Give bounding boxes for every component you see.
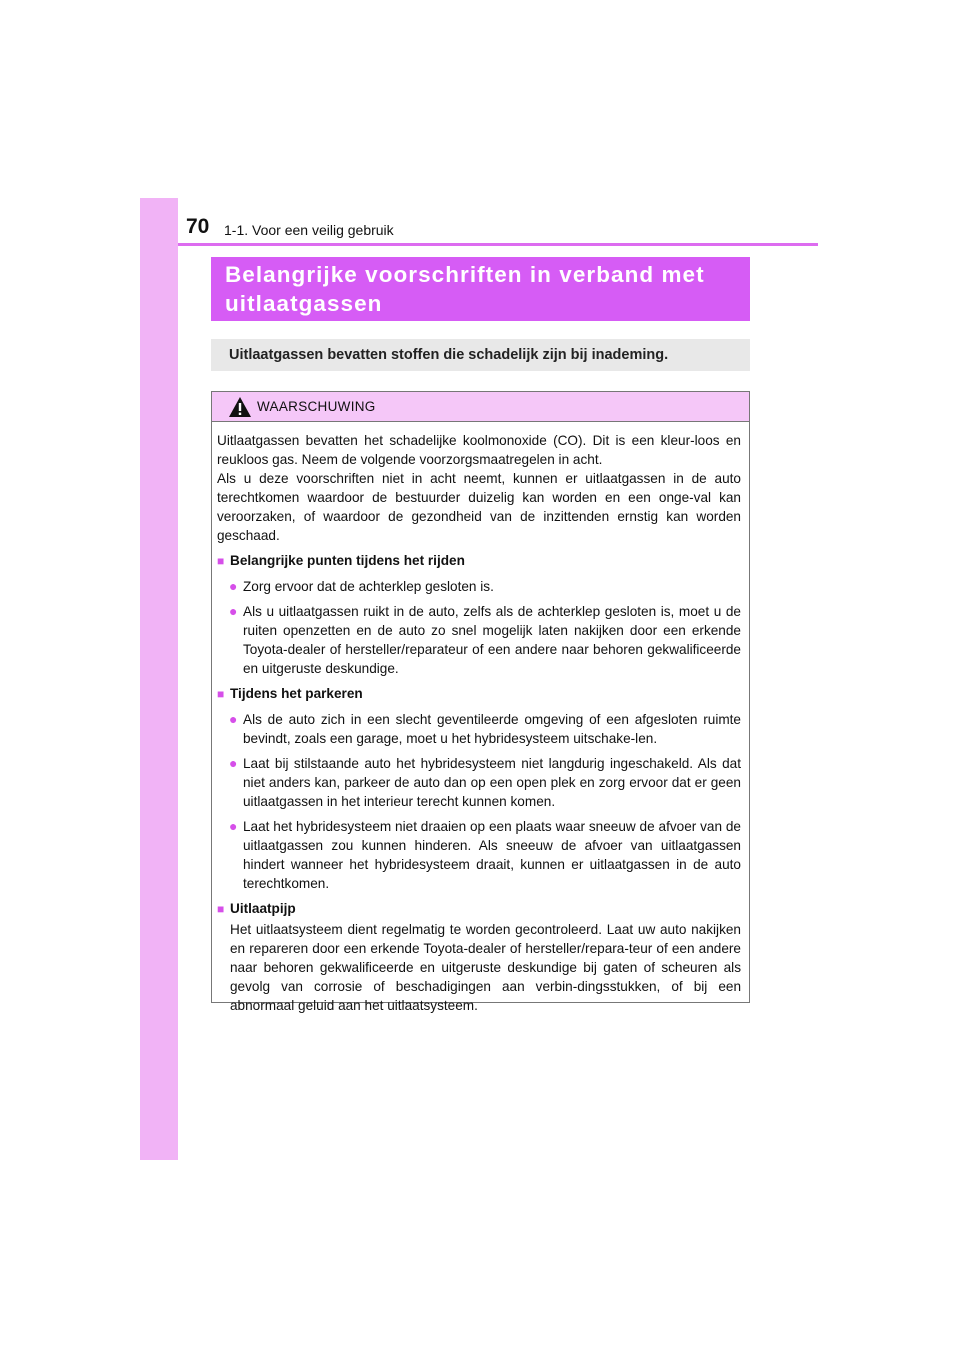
section-heading-parking: ■ Tijdens het parkeren <box>217 684 741 704</box>
section-title-line-1: Belangrijke voorschriften in verband met <box>225 262 705 287</box>
warning-triangle-icon <box>228 396 252 418</box>
summary-text: Uitlaatgassen bevatten stoffen die schadelijk zijn bij inademing. <box>229 347 669 363</box>
summary-box <box>211 339 750 371</box>
warning-intro-2: Als u deze voorschriften niet in acht neemt, kunnen er uitlaatgassen in de auto terechtkomen waardoor de bestuurder duizelig kan worden en een onge-val kan veroorzaken, of waardoor de gezondheid van de inzittenden ernstig kan worden geschaad. <box>217 471 741 543</box>
section-title-box <box>211 257 750 321</box>
list-item: ● Laat bij stilstaande auto het hybridesysteem niet langdurig ingeschakeld. Als dat niet anders kan, parkeer de auto dan op een open plek en zorg ervoor dat er geen uitlaatgassen in het interieur terecht kunnen komen. <box>229 755 741 809</box>
page-number: 70 <box>186 215 210 238</box>
list-item: ● Als u uitlaatgassen ruikt in de auto, zelfs als de achterklep gesloten is, moet u de ruiten openzetten en de auto zo snel mogelijk laten nakijken door een erkende Toyota-dealer of hersteller/reparateur of een andere naar behoren gekwalificeerde en uitgeruste deskundige. <box>229 603 741 676</box>
list-item: ● Als de auto zich in een slecht geventileerde omgeving of een afgesloten ruimte bevindt, zoals een garage, moet u het hybridesysteem uitschake-len. <box>229 711 741 746</box>
warning-box <box>211 391 750 1013</box>
warning-body <box>212 422 749 1015</box>
running-head: 1-1. Voor een veilig gebruik <box>224 222 394 238</box>
warning-label: WAARSCHUWING <box>257 399 376 414</box>
square-bullet-icon: ■ <box>217 554 225 568</box>
side-band <box>140 198 178 1160</box>
square-bullet-icon: ■ <box>217 902 225 916</box>
section-title-line-2: uitlaatgassen <box>225 291 383 316</box>
round-bullet-icon: ● <box>229 711 238 727</box>
section-title <box>225 260 736 318</box>
round-bullet-icon: ● <box>229 578 238 594</box>
round-bullet-icon: ● <box>229 755 238 771</box>
warning-intro-1: Uitlaatgassen bevatten het schadelijke koolmonoxide (CO). Dit is een kleur-loos en reukloos gas. Neem de volgende voorzorgsmaatregelen in acht. <box>217 433 741 467</box>
header-rule <box>178 243 818 246</box>
list-item: ● Zorg ervoor dat de achterklep gesloten is. <box>229 578 494 594</box>
section-heading-driving: ■ Belangrijke punten tijdens het rijden <box>217 551 741 571</box>
round-bullet-icon: ● <box>229 603 238 619</box>
list-item: ● Laat het hybridesysteem niet draaien op een plaats waar sneeuw de afvoer van de uitlaatgassen zou kunnen hinderen. Als sneeuw de afvoer van uitlaatgassen hindert wanneer het hybridesysteem draait, kunnen er uitlaatgassen in de auto terechtkomen. <box>229 818 741 891</box>
round-bullet-icon: ● <box>229 818 238 834</box>
section-heading-exhaust-pipe: ■ Uitlaatpijp <box>217 899 741 919</box>
square-bullet-icon: ■ <box>217 687 225 701</box>
warning-header <box>212 392 749 422</box>
exhaust-pipe-text: Het uitlaatsysteem dient regelmatig te worden gecontroleerd. Laat uw auto nakijken en repareren door een erkende Toyota-dealer of hersteller/repara-teur of een andere naar behoren gekwalificeerde en uitgeruste deskundige bij gaten of scheuren als gevolg van corrosie of beschadigingen aan verbin-dingsstukken, of bij een abnormaal geluid aan het uitlaatsysteem. <box>230 922 741 1013</box>
